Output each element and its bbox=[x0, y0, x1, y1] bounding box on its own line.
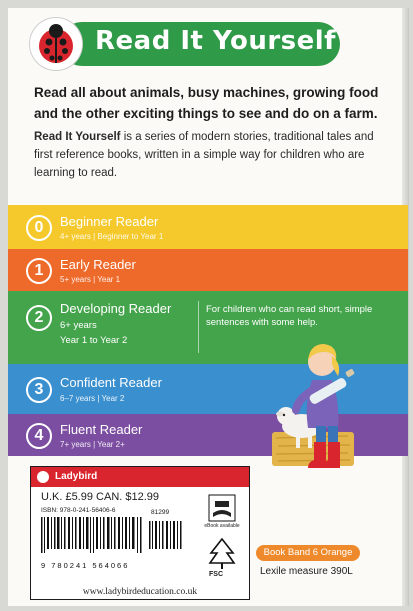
level-subtitle: 4+ years | Beginner to Year 1 bbox=[60, 232, 164, 241]
level-note: For children who can read short, simple sentences with some help. bbox=[206, 304, 373, 328]
barcode-digits: 9 780241 564066 bbox=[41, 561, 130, 570]
fsc-label: FSC bbox=[209, 571, 223, 578]
publisher-strip bbox=[31, 467, 249, 487]
level-title: Beginner Reader bbox=[60, 214, 159, 229]
level-bar-early bbox=[8, 249, 408, 291]
level-subtitle: 5+ years | Year 1 bbox=[60, 275, 121, 284]
fsc-tree-icon bbox=[207, 537, 237, 571]
level-number: 1 bbox=[26, 258, 52, 284]
level-title: Fluent Reader bbox=[60, 422, 143, 437]
level-number: 4 bbox=[26, 423, 52, 449]
ebook-label: eBook available bbox=[204, 523, 240, 529]
level-school-year: Year 1 to Year 2 bbox=[60, 335, 128, 346]
level-subtitle: 6–7 years | Year 2 bbox=[60, 394, 125, 403]
level-number: 2 bbox=[26, 305, 52, 331]
series-description bbox=[34, 128, 374, 182]
lexile-measure: Lexile measure 390L bbox=[260, 566, 353, 577]
ebook-icon bbox=[207, 493, 237, 523]
price-barcode-box bbox=[30, 466, 250, 586]
level-bar-beginner bbox=[8, 205, 408, 249]
level-divider bbox=[198, 301, 199, 353]
level-number: 0 bbox=[26, 215, 52, 241]
ladybird-small-icon bbox=[37, 471, 49, 483]
isbn-text: ISBN: 978-0-241-56406-6 bbox=[41, 507, 116, 514]
girl-feeding-lamb-illustration bbox=[268, 320, 378, 480]
level-title: Developing Reader bbox=[60, 301, 172, 316]
level-age: 6+ years bbox=[60, 320, 97, 331]
level-title: Early Reader bbox=[60, 257, 136, 272]
series-name: Read It Yourself bbox=[34, 131, 121, 143]
level-subtitle: 7+ years | Year 2+ bbox=[60, 440, 125, 449]
series-title: Read It Yourself bbox=[95, 26, 336, 56]
barcode-addon-digits: 81299 bbox=[151, 509, 170, 516]
series-description-text: is a series of modern stories, traditional tales and first reference books, written in a simple way for children who are learning to read. bbox=[34, 131, 374, 179]
level-title: Confident Reader bbox=[60, 375, 162, 390]
publisher-name: Ladybird bbox=[55, 471, 98, 482]
intro-text: Read all about animals, busy machines, growing food and the other exciting things to see and do on a farm. bbox=[34, 85, 379, 121]
price-text: U.K. £5.99 CAN. $12.99 bbox=[41, 491, 160, 503]
book-band-badge: Book Band 6 Orange bbox=[256, 545, 360, 561]
level-number: 3 bbox=[26, 377, 52, 403]
website-url: www.ladybirdeducation.co.uk bbox=[30, 585, 250, 600]
ladybird-logo-icon bbox=[30, 18, 82, 70]
